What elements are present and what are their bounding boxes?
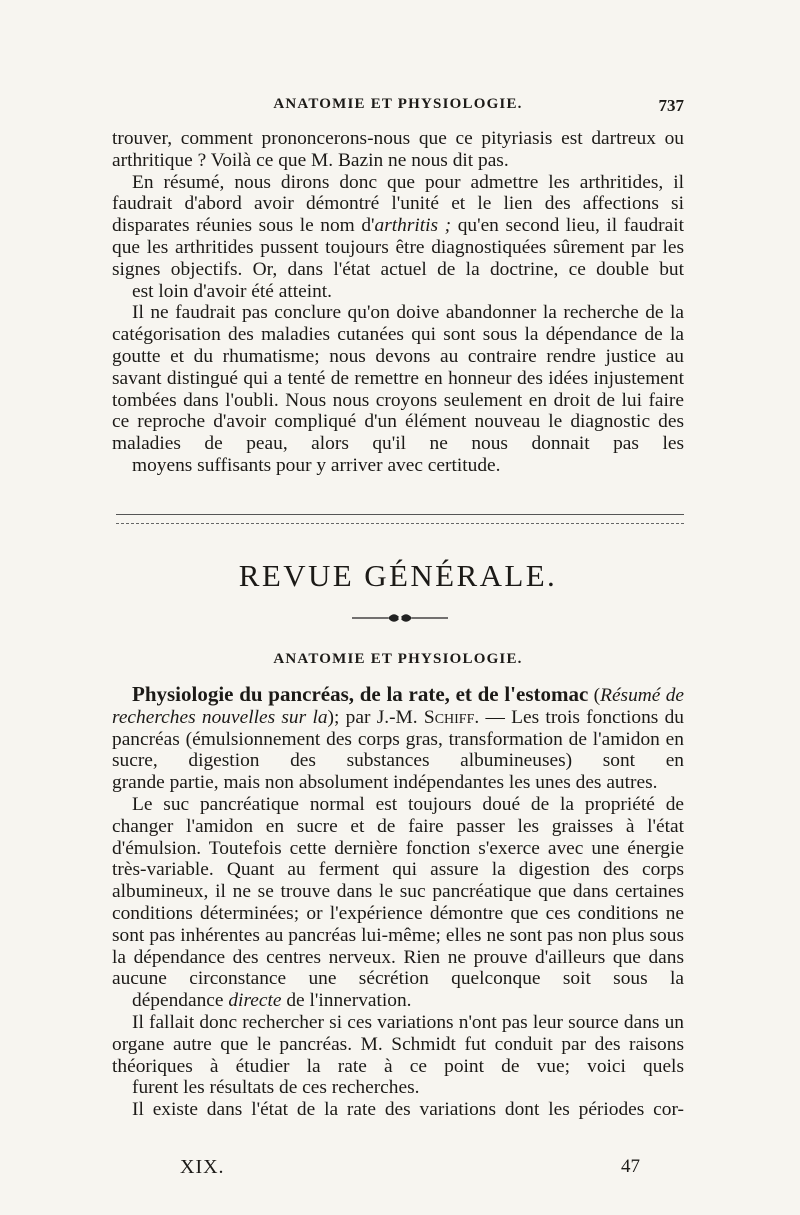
article-paragraph-4: Il existe dans l'état de la rate des variations dont les périodes cor- xyxy=(132,1099,684,1121)
signature-mark: XIX. xyxy=(180,1156,225,1178)
section-divider-rule xyxy=(116,514,684,524)
paragraph-3: Il ne faudrait pas conclure qu'on doive abandonner la recherche de la catégorisation des maladies cutanées qui sont sous la dépendance de la goutte et du rhumatisme; nous devons au contraire rendre justice au savant distingué qui a tenté de remettre en honneur des idées injustement tombées dans l'oubli. Nous nous croyons seulement en droit de lui faire ce reproche d'avoir compliqué d'un élément nouveau le diagnostic des maladies de peau, alors qu'il ne nous donnait pas les moyens suffisants pour y arriver avec certitude. xyxy=(112,302,684,476)
top-text-block xyxy=(112,128,684,477)
article-block xyxy=(112,684,684,1121)
ornament-flourish-icon xyxy=(350,612,450,624)
article-paragraph-1: Physiologie du pancréas, de la rate, et de l'estomac (Résumé de recherches nouvelles sur la); par J.-M. Schiff. — Les trois fonctions du pancréas (émulsionnement des corps gras, transformation de l'amidon en sucre, digestion des substances albumineuses) sont en grande partie, mais non absolument indépendantes les unes des autres. xyxy=(112,682,685,794)
page-number: 737 xyxy=(658,96,684,115)
article-author: J.-M. Schiff. xyxy=(376,706,480,728)
running-head xyxy=(112,96,684,120)
section-title: REVUE GÉNÉRALE. xyxy=(238,558,558,593)
article-title: Physiologie du pancréas, de la rate, et de l'estomac xyxy=(132,682,589,706)
article-paragraph-2: Le suc pancréatique normal est toujours doué de la propriété de changer l'amidon en sucre et de faire passer les graisses à l'état d'émulsion. Toutefois cette dernière fonction s'exerce avec une énergie très-variable. Quant au ferment qui assure la digestion des corps albumineux, il ne se trouve dans le suc pancréatique que dans certaines conditions déterminées; or l'expérience démontre que ces conditions ne sont pas inhérentes au pancréas lui-même; elles ne sont pas non plus sous la dépendance des centres nerveux. Rien ne prouve d'ailleurs que dans aucune circonstance une sécrétion quelconque soit sous la dépendance directe de l'innervation. xyxy=(112,793,684,1012)
paragraph-2: En résumé, nous dirons donc que pour admettre les arthritides, il faudrait d'abord avoir démontré l'unité et le lien des affections si disparates réunies sous le nom d'arthritis ; qu'en second lieu, il faudrait que les arthritides pussent toujours être diagnostiquées sûrement par les signes objectifs. Or, dans l'état actuel de la doctrine, ce double but est loin d'avoir été atteint. xyxy=(112,171,684,302)
subsection-title: ANATOMIE ET PHYSIOLOGIE. xyxy=(273,651,523,667)
article-subtitle: Résumé de recherches nouvelles sur la xyxy=(112,685,685,728)
article-paragraph-3: Il fallait donc rechercher si ces variations n'ont pas leur source dans un organe autre que le pancréas. M. Schmidt fut conduit par des raisons théoriques à étudier la rate à ce point de vue; voici quels furent les résultats de ces recherches. xyxy=(112,1011,684,1099)
italic-term: arthritis ; xyxy=(374,215,452,237)
sheet-number: 47 xyxy=(621,1156,640,1177)
page-footer xyxy=(180,1156,640,1180)
paragraph-1: trouver, comment prononcerons-nous que ce pityriasis est dartreux ou arthritique ? Voilà ce que M. Bazin ne nous dit pas. xyxy=(112,128,684,171)
running-title: ANATOMIE ET PHYSIOLOGIE. xyxy=(273,96,523,112)
